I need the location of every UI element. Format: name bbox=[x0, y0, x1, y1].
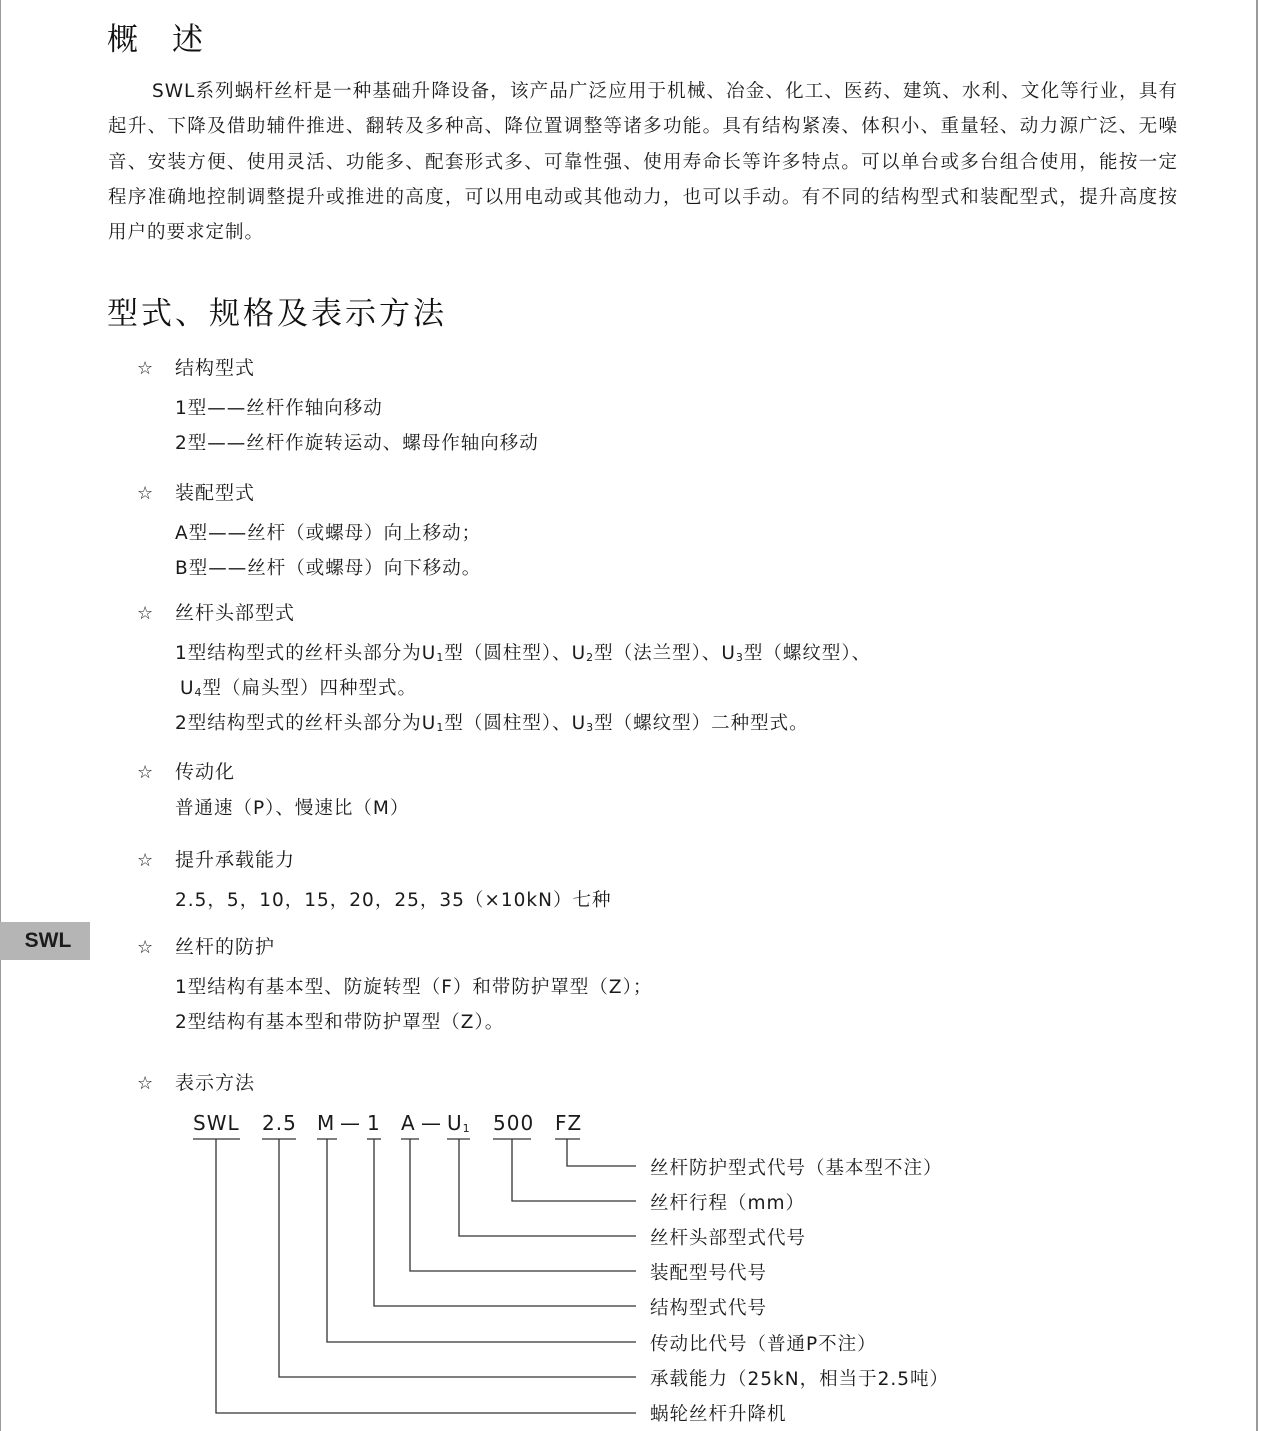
overview-heading-b: 述 bbox=[172, 22, 205, 58]
page-frame-left bbox=[0, 0, 1, 1431]
code-stroke: 500 bbox=[493, 1111, 535, 1135]
section-title-text: 表示方法 bbox=[175, 1072, 256, 1094]
section-title-text: 丝杆头部型式 bbox=[175, 602, 296, 624]
drive-line-1: 普通速（P）、慢速比（M） bbox=[175, 798, 410, 819]
leader-drive bbox=[327, 1139, 636, 1342]
star-icon: ☆ bbox=[137, 1073, 155, 1094]
leader-assembly bbox=[410, 1139, 636, 1271]
leader-protection bbox=[567, 1139, 636, 1166]
section-title-assembly bbox=[137, 478, 255, 505]
capacity-line-1: 2.5，5，10，15，20，25，35（×10kN）七种 bbox=[175, 890, 612, 911]
leader-load bbox=[279, 1139, 636, 1377]
code-load: 2.5 bbox=[262, 1111, 297, 1135]
code-head: $U_1$ bbox=[447, 1111, 471, 1135]
star-icon: ☆ bbox=[137, 358, 155, 379]
star-icon: ☆ bbox=[137, 762, 155, 783]
star-icon: ☆ bbox=[137, 937, 155, 958]
desc-drive: 传动比代号（普通P不注） bbox=[650, 1334, 877, 1355]
section-title-drive bbox=[137, 757, 235, 784]
types-heading: 型式、规格及表示方法 bbox=[107, 296, 447, 332]
code-protection: FZ bbox=[555, 1111, 583, 1135]
leader-head bbox=[459, 1139, 636, 1236]
assembly-line-1: A型——丝杆（或螺母）向上移动； bbox=[175, 523, 482, 544]
section-title-capacity bbox=[137, 845, 295, 872]
leader-stroke bbox=[512, 1139, 636, 1201]
desc-head: 丝杆头部型式代号 bbox=[650, 1228, 807, 1249]
leader-structure bbox=[374, 1139, 636, 1306]
desc-assembly: 装配型号代号 bbox=[650, 1263, 768, 1284]
code-assembly: A bbox=[401, 1111, 416, 1135]
code-m: M bbox=[317, 1111, 336, 1135]
section-title-text: 结构型式 bbox=[175, 357, 256, 379]
desc-stroke: 丝杆行程（mm） bbox=[650, 1193, 806, 1214]
page-frame-right bbox=[1256, 0, 1258, 1431]
section-title-notation bbox=[137, 1068, 255, 1095]
section-title-text: 丝杆的防护 bbox=[175, 936, 276, 958]
section-title-text: 装配型式 bbox=[175, 482, 256, 504]
section-title-text: 传动化 bbox=[175, 761, 236, 783]
desc-protection: 丝杆防护型式代号（基本型不注） bbox=[650, 1158, 943, 1179]
overview-heading-a: 概 bbox=[107, 22, 140, 58]
head-line-3: 2型结构型式的丝杆头部分为$U_1$型（圆柱型）、$U_3$型（螺纹型）二种型式。 bbox=[175, 713, 809, 734]
desc-load: 承载能力（25kN，相当于2.5吨） bbox=[650, 1369, 950, 1390]
star-icon: ☆ bbox=[137, 850, 155, 871]
code-dash-1: — bbox=[340, 1111, 361, 1135]
structure-line-1: 1型——丝杆作轴向移动 bbox=[175, 398, 383, 419]
protection-line-2: 2型结构有基本型和带防护罩型（Z）。 bbox=[175, 1012, 505, 1033]
head-line-1: 1型结构型式的丝杆头部分为$U_1$型（圆柱型）、$U_2$型（法兰型）、$U_3$型（螺纹型）、 bbox=[175, 643, 872, 664]
overview-paragraph: SWL系列蜗杆丝杆是一种基础升降设备，该产品广泛应用于机械、冶金、化工、医药、建筑、水利、文化等行业，具有起升、下降及借助辅件推进、翻转及多种高、降位置调整等诸多功能。具有结构紧凑、体积小、重量轻、动力源广泛、无噪音、安装方便、使用灵活、功能多、配套形式多、可靠性强、使用寿命长等许多特点。可以单台或多台组合使用，能按一定程序准确地控制调整提升或推进的高度，可以用电动或其他动力，也可以手动。有不同的结构型式和装配型式，提升高度按用户的要求定制。 bbox=[108, 81, 1178, 244]
desc-product: 蜗轮丝杆升降机 bbox=[650, 1404, 787, 1425]
assembly-line-2: B型——丝杆（或螺母）向下移动。 bbox=[175, 558, 482, 579]
head-line-2: $U_4$型（扁头型）四种型式。 bbox=[180, 678, 418, 699]
code-dash-2: — bbox=[421, 1111, 442, 1135]
protection-line-1: 1型结构有基本型、防旋转型（F）和带防护罩型（Z）； bbox=[175, 977, 653, 998]
section-title-structure bbox=[137, 353, 255, 380]
section-title-head bbox=[137, 598, 295, 625]
section-title-text: 提升承载能力 bbox=[175, 849, 296, 871]
code-swl: SWL bbox=[193, 1111, 240, 1135]
leader-swl bbox=[216, 1139, 636, 1413]
star-icon: ☆ bbox=[137, 483, 155, 504]
desc-structure: 结构型式代号 bbox=[650, 1298, 768, 1319]
code-structure: 1 bbox=[367, 1111, 381, 1135]
star-icon: ☆ bbox=[137, 603, 155, 624]
section-title-protection bbox=[137, 932, 275, 959]
side-tab-swl[interactable]: SWL bbox=[0, 922, 90, 960]
structure-line-2: 2型——丝杆作旋转运动、螺母作轴向移动 bbox=[175, 433, 539, 454]
overview-heading bbox=[107, 14, 205, 59]
